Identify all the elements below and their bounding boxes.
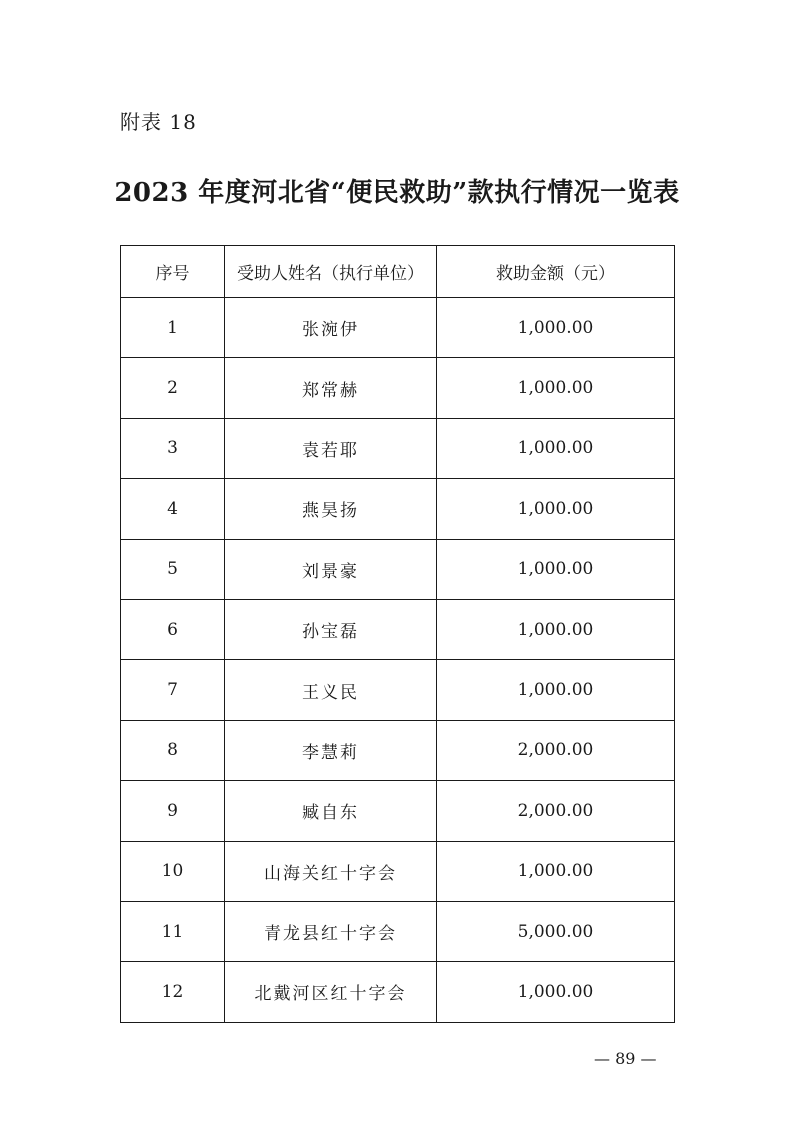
table-row	[121, 298, 675, 358]
amount-cell: 2,000.00	[437, 781, 675, 841]
recipient-name-cell: 孙宝磊	[225, 599, 437, 659]
recipient-name-cell: 李慧莉	[225, 720, 437, 780]
amount-cell: 2,000.00	[437, 720, 675, 780]
recipient-name-cell: 青龙县红十字会	[225, 901, 437, 961]
serial-number-cell: 1	[121, 298, 225, 358]
serial-number-cell: 5	[121, 539, 225, 599]
serial-number-cell: 4	[121, 479, 225, 539]
table-row	[121, 901, 675, 961]
serial-number-cell: 3	[121, 418, 225, 478]
table-row	[121, 720, 675, 780]
relief-table	[120, 245, 675, 1023]
table-header	[121, 246, 675, 298]
recipient-name-cell: 刘景豪	[225, 539, 437, 599]
table-row	[121, 962, 675, 1022]
serial-number-cell: 6	[121, 599, 225, 659]
amount-cell: 1,000.00	[437, 841, 675, 901]
appendix-label: 附表 18	[120, 110, 197, 134]
recipient-name-cell: 郑常赫	[225, 358, 437, 418]
serial-number-cell: 7	[121, 660, 225, 720]
recipient-name-cell: 山海关红十字会	[225, 841, 437, 901]
table-row	[121, 479, 675, 539]
table-row	[121, 781, 675, 841]
serial-number-cell: 11	[121, 901, 225, 961]
amount-cell: 5,000.00	[437, 901, 675, 961]
amount-cell: 1,000.00	[437, 962, 675, 1022]
table-body	[121, 298, 675, 1023]
table-row	[121, 539, 675, 599]
page-number: — 89 —	[594, 1049, 657, 1068]
recipient-name-cell: 袁若耶	[225, 418, 437, 478]
amount-cell: 1,000.00	[437, 358, 675, 418]
recipient-name-cell: 张涴伊	[225, 298, 437, 358]
recipient-name-cell: 臧自东	[225, 781, 437, 841]
serial-number-cell: 2	[121, 358, 225, 418]
amount-cell: 1,000.00	[437, 599, 675, 659]
header-recipient-name: 受助人姓名（执行单位）	[225, 246, 437, 298]
header-serial-number: 序号	[121, 246, 225, 298]
page-title: 2023 年度河北省“便民救助”款执行情况一览表	[114, 178, 680, 208]
recipient-name-cell: 燕昊扬	[225, 479, 437, 539]
table-row	[121, 599, 675, 659]
amount-cell: 1,000.00	[437, 418, 675, 478]
amount-cell: 1,000.00	[437, 479, 675, 539]
table-row	[121, 660, 675, 720]
amount-cell: 1,000.00	[437, 660, 675, 720]
table-row	[121, 841, 675, 901]
header-relief-amount: 救助金额（元）	[437, 246, 675, 298]
amount-cell: 1,000.00	[437, 539, 675, 599]
amount-cell: 1,000.00	[437, 298, 675, 358]
table-row	[121, 418, 675, 478]
serial-number-cell: 12	[121, 962, 225, 1022]
serial-number-cell: 10	[121, 841, 225, 901]
serial-number-cell: 9	[121, 781, 225, 841]
header-row	[121, 246, 675, 298]
recipient-name-cell: 北戴河区红十字会	[225, 962, 437, 1022]
serial-number-cell: 8	[121, 720, 225, 780]
recipient-name-cell: 王义民	[225, 660, 437, 720]
table-row	[121, 358, 675, 418]
